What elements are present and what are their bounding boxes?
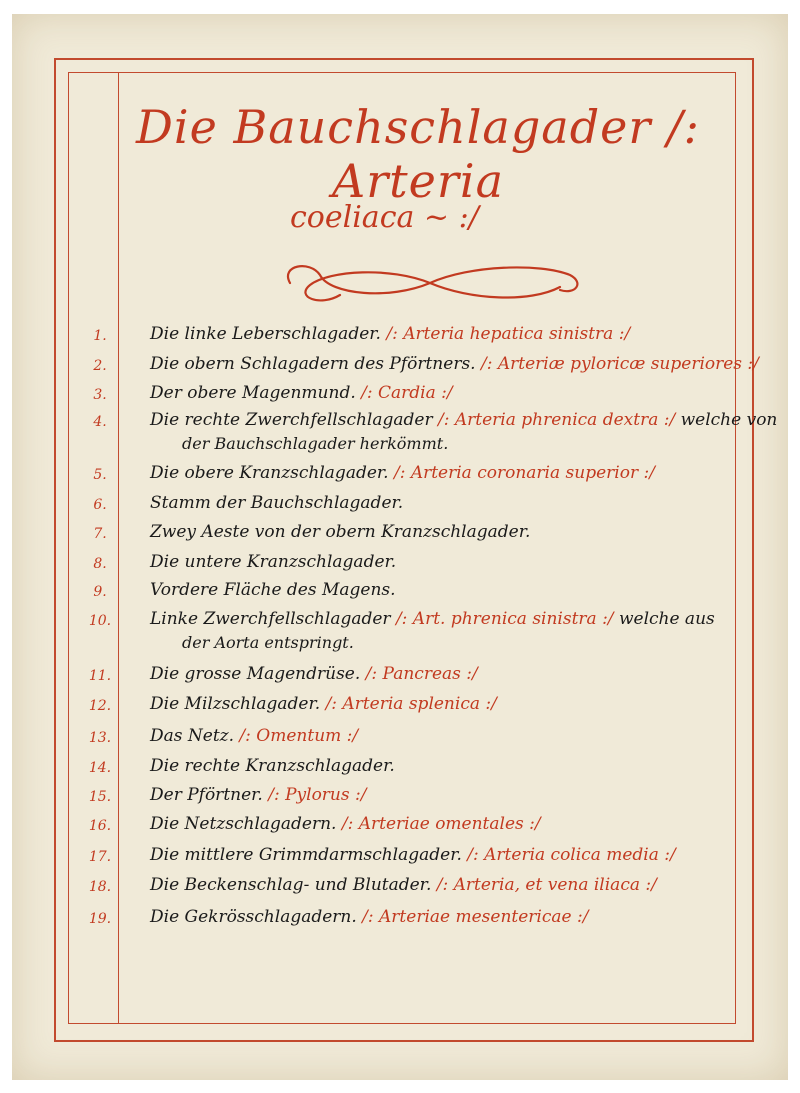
list-item [70, 461, 730, 491]
item-number: 10. [88, 613, 112, 629]
item-number: 1. [93, 328, 107, 344]
item-number: 3. [93, 387, 107, 403]
item-number: 19. [88, 911, 112, 927]
german-continuation-inline: welche von [675, 410, 778, 430]
item-number: 5. [93, 467, 107, 483]
item-number: 4. [93, 414, 107, 430]
item-number: 2. [93, 358, 107, 374]
list-item [70, 491, 730, 521]
item-number: 15. [88, 789, 112, 805]
german-term [150, 814, 541, 834]
latin-term: /: Arteriae mesentericae :/ [356, 907, 589, 927]
german-text: Die Beckenschlag- und Blutader. [150, 875, 432, 895]
item-number: 11. [88, 668, 112, 684]
german-text: Die mittlere Grimmdarmschlagader. [150, 845, 462, 865]
german-term [150, 324, 630, 344]
page-title: Die Bauchschlagader /: Arteria [136, 100, 700, 208]
item-number: 9. [93, 584, 107, 600]
decorative-flourish-icon [270, 255, 590, 315]
german-text: Die Netzschlagadern. [150, 814, 337, 834]
latin-term: /: Arteria coronaria superior :/ [388, 463, 655, 483]
list-item [70, 520, 730, 550]
list-item [70, 408, 778, 453]
german-term [150, 664, 478, 684]
german-term [150, 726, 358, 746]
german-continuation-inline: welche aus [613, 609, 715, 629]
latin-term: /: Art. phrenica sinistra :/ [390, 609, 614, 629]
latin-term: /: Arteria colica media :/ [461, 845, 676, 865]
german-text: Die obern Schlagadern des Pförtners. [150, 354, 476, 374]
german-term [150, 845, 676, 865]
list-item [70, 607, 730, 652]
german-term [150, 410, 777, 430]
german-text: Die linke Leberschlagader. [150, 324, 381, 344]
item-number: 7. [93, 526, 107, 542]
item-number: 13. [88, 730, 112, 746]
german-term [150, 552, 396, 572]
item-number: 14. [88, 760, 112, 776]
german-term [150, 463, 655, 483]
german-term [150, 756, 395, 776]
item-number: 6. [93, 497, 107, 513]
item-number: 18. [88, 879, 112, 895]
german-term [150, 785, 366, 805]
latin-term: /: Arteria phrenica dextra :/ [432, 410, 676, 430]
list-item [70, 812, 730, 842]
item-number: 17. [88, 849, 112, 865]
german-term [150, 383, 453, 403]
list-item [70, 662, 730, 692]
german-text: Vordere Fläche des Magens. [150, 580, 396, 600]
list-item [70, 754, 730, 784]
german-text: Die obere Kranzschlagader. [150, 463, 389, 483]
german-text: Die Gekrösschlagadern. [150, 907, 357, 927]
latin-term: /: Pancreas :/ [360, 664, 478, 684]
german-term [150, 609, 715, 629]
german-text: Die grosse Magendrüse. [150, 664, 361, 684]
german-text: Stamm der Bauchschlagader. [150, 493, 404, 513]
german-term [150, 522, 530, 542]
german-term [150, 875, 657, 895]
latin-term: /: Arteria splenica :/ [320, 694, 497, 714]
german-text: Die Milzschlagader. [150, 694, 321, 714]
latin-term: /: Arteria, et vena iliaca :/ [431, 875, 657, 895]
list-item [70, 352, 759, 382]
german-text: Linke Zwerchfellschlagader [150, 609, 391, 629]
item-number: 12. [88, 698, 112, 714]
german-text: Die untere Kranzschlagader. [150, 552, 397, 572]
german-text: Der obere Magenmund. [150, 383, 356, 403]
list-item [70, 322, 730, 352]
german-continuation-line: der Bauchschlagader herkömmt. [182, 434, 449, 453]
german-term [150, 580, 396, 600]
item-number: 16. [88, 818, 112, 834]
german-term [150, 354, 759, 374]
german-text: Die rechte Kranzschlagader. [150, 756, 395, 776]
list-item [70, 843, 730, 873]
list-item [70, 550, 730, 580]
page-subtitle: coeliaca ~ :/ [290, 200, 479, 235]
item-number: 8. [93, 556, 107, 572]
list-item [70, 692, 730, 722]
list-item [70, 724, 730, 754]
german-term [150, 907, 588, 927]
german-continuation-line: der Aorta entspringt. [182, 633, 354, 652]
german-text: Die rechte Zwerchfellschlagader [150, 410, 433, 430]
german-term [150, 694, 497, 714]
latin-term: /: Arteriae omentales :/ [336, 814, 541, 834]
latin-term: /: Cardia :/ [355, 383, 453, 403]
latin-term: /: Pylorus :/ [262, 785, 367, 805]
list-item [70, 905, 730, 935]
german-term [150, 493, 403, 513]
german-text: Das Netz. [150, 726, 235, 746]
latin-term: /: Omentum :/ [234, 726, 359, 746]
german-text: Zwey Aeste von der obern Kranzschlagader. [150, 522, 531, 542]
list-item [70, 783, 730, 813]
list-item [70, 873, 730, 903]
latin-term: /: Arteria hepatica sinistra :/ [380, 324, 631, 344]
list-item [70, 381, 730, 411]
german-text: Der Pförtner. [150, 785, 263, 805]
list-item [70, 578, 730, 608]
latin-term: /: Arteriæ pyloricæ superiores :/ [475, 354, 759, 374]
